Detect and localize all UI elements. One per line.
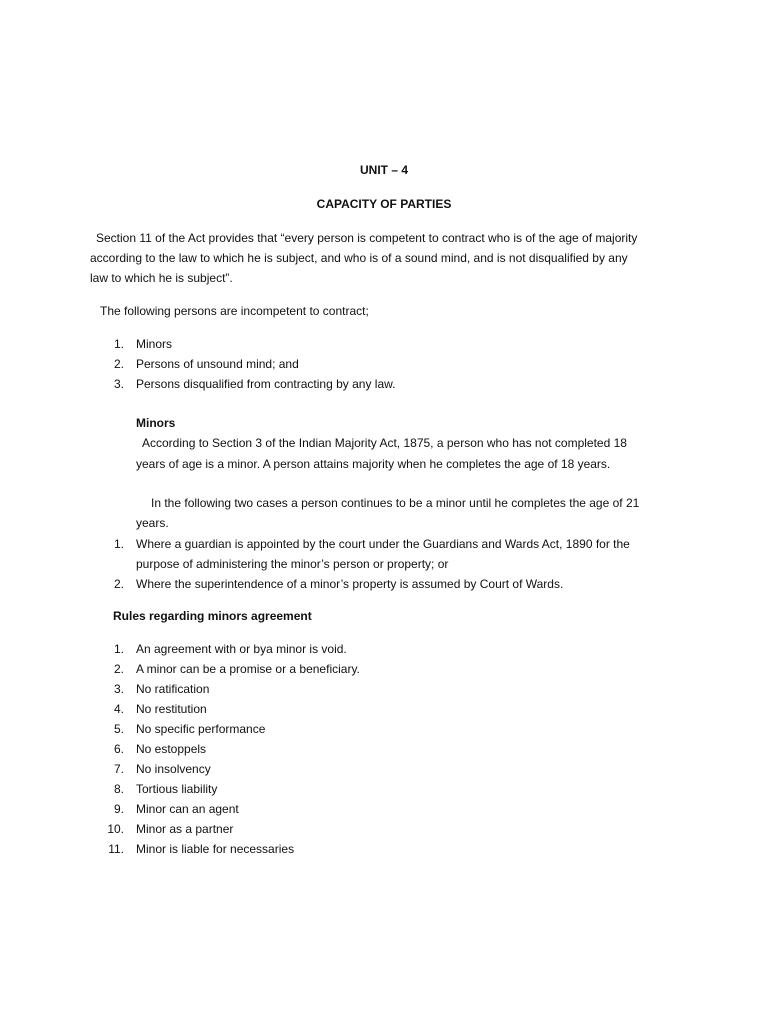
minors-line-1: According to Section 3 of the Indian Majority Act, 1875, a person who has not completed 18 [142, 436, 627, 450]
list-number: 2. [113, 357, 124, 371]
list-item: No estoppels [136, 742, 207, 756]
list-number: 1. [113, 337, 124, 351]
list-number: 5. [113, 722, 124, 736]
list-item: Minor can an agent [136, 802, 239, 816]
cases-line-2: years. [136, 516, 169, 530]
list-number: 6. [113, 742, 124, 756]
cases-line-1: In the following two cases a person continues to be a minor until he completes the age of 21 [151, 496, 640, 510]
list-number: 3. [113, 377, 124, 391]
list-item: No ratification [136, 682, 210, 696]
list-item-line: Where a guardian is appointed by the court under the Guardians and Wards Act, 1890 for the [136, 537, 630, 551]
list-number: 2. [113, 577, 124, 591]
list-item-line: purpose of administering the minor’s person or property; or [136, 557, 449, 571]
rules-heading: Rules regarding minors agreement [113, 609, 312, 623]
list-item: Minor as a partner [136, 822, 234, 836]
list-number: 9. [113, 802, 124, 816]
minors-line-2: years of age is a minor. A person attains majority when he completes the age of 18 years. [136, 457, 611, 471]
list-number: 10. [107, 822, 124, 836]
list-item: A minor can be a promise or a beneficiary. [136, 662, 360, 676]
list-item: Persons of unsound mind; and [136, 357, 299, 371]
list-number: 11. [108, 842, 124, 856]
list-number: 7. [113, 762, 124, 776]
incompetent-intro: The following persons are incompetent to contract; [100, 304, 369, 318]
unit-title: UNIT – 4 [359, 163, 408, 177]
list-item: Persons disqualified from contracting by any law. [136, 377, 396, 391]
section-title: CAPACITY OF PARTIES [316, 197, 452, 211]
list-number: 2. [113, 662, 124, 676]
minors-heading: Minors [136, 416, 176, 430]
intro-line-2: according to the law to which he is subject, and who is of a sound mind, and is not disqualified by any [90, 251, 628, 265]
list-item: No specific performance [136, 722, 266, 736]
list-item: Minors [136, 337, 173, 351]
list-number: 1. [113, 537, 124, 551]
list-item: An agreement with or bya minor is void. [136, 642, 347, 656]
list-number: 8. [113, 782, 124, 796]
list-item: Minor is liable for necessaries [136, 842, 295, 856]
intro-line-1: Section 11 of the Act provides that “every person is competent to contract who is of the age of majority [96, 231, 638, 245]
list-number: 3. [113, 682, 124, 696]
intro-line-3: law to which he is subject”. [90, 271, 233, 285]
list-number: 1. [113, 642, 124, 656]
list-item: No insolvency [136, 762, 211, 776]
list-item-line: Where the superintendence of a minor’s property is assumed by Court of Wards. [136, 577, 564, 591]
list-item: No restitution [136, 702, 207, 716]
list-number: 4. [113, 702, 124, 716]
list-item: Tortious liability [136, 782, 218, 796]
